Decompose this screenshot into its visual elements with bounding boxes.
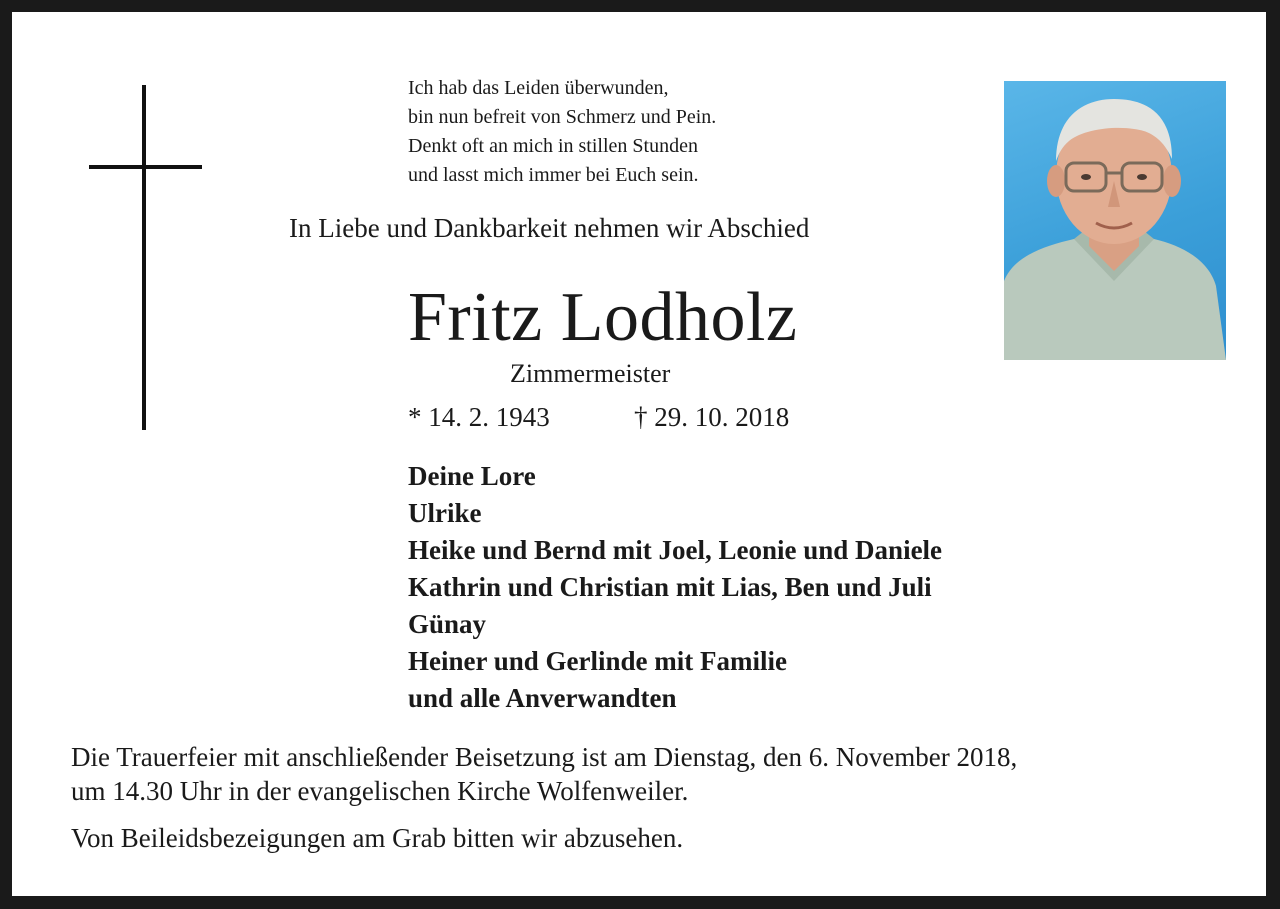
- cross-vertical-bar: [142, 85, 146, 430]
- deceased-profession: Zimmermeister: [510, 359, 671, 388]
- poem-line: bin nun befreit von Schmerz und Pein.: [408, 106, 717, 128]
- mourner-item: Heiner und Gerlinde mit Familie: [408, 646, 787, 676]
- mourners-list: [408, 458, 942, 717]
- funeral-notice: [71, 740, 1017, 808]
- portrait-photo: [1004, 81, 1226, 360]
- mourner-item: Heike und Bernd mit Joel, Leonie und Daniele: [408, 535, 943, 565]
- birth-date: * 14. 2. 1943: [408, 402, 550, 432]
- poem-line: Ich hab das Leiden überwunden,: [408, 77, 669, 99]
- poem-line: und lasst mich immer bei Euch sein.: [408, 164, 699, 186]
- mourner-item: Günay: [408, 609, 487, 639]
- obituary-card: [12, 12, 1266, 896]
- mourner-item: Ulrike: [408, 498, 482, 528]
- deceased-name: Fritz Lodholz: [408, 279, 798, 356]
- death-date: † 29. 10. 2018: [634, 402, 790, 432]
- funeral-line: um 14.30 Uhr in der evangelischen Kirche Wolfenweiler.: [71, 776, 689, 806]
- poem: [408, 74, 716, 190]
- portrait-illustration: [1004, 81, 1226, 360]
- condolence-note: Von Beileidsbezeigungen am Grab bitten wir abzusehen.: [71, 823, 684, 853]
- poem-line: Denkt oft an mich in stillen Stunden: [408, 135, 698, 157]
- cross-horizontal-bar: [89, 165, 202, 169]
- mourner-item: und alle Anverwandten: [408, 683, 677, 713]
- funeral-line: Die Trauerfeier mit anschließender Beisetzung ist am Dienstag, den 6. November 2018,: [71, 742, 1018, 772]
- mourner-item: Kathrin und Christian mit Lias, Ben und Juli: [408, 572, 932, 602]
- mourner-item: Deine Lore: [408, 461, 536, 491]
- farewell-line: In Liebe und Dankbarkeit nehmen wir Abschied: [289, 213, 810, 243]
